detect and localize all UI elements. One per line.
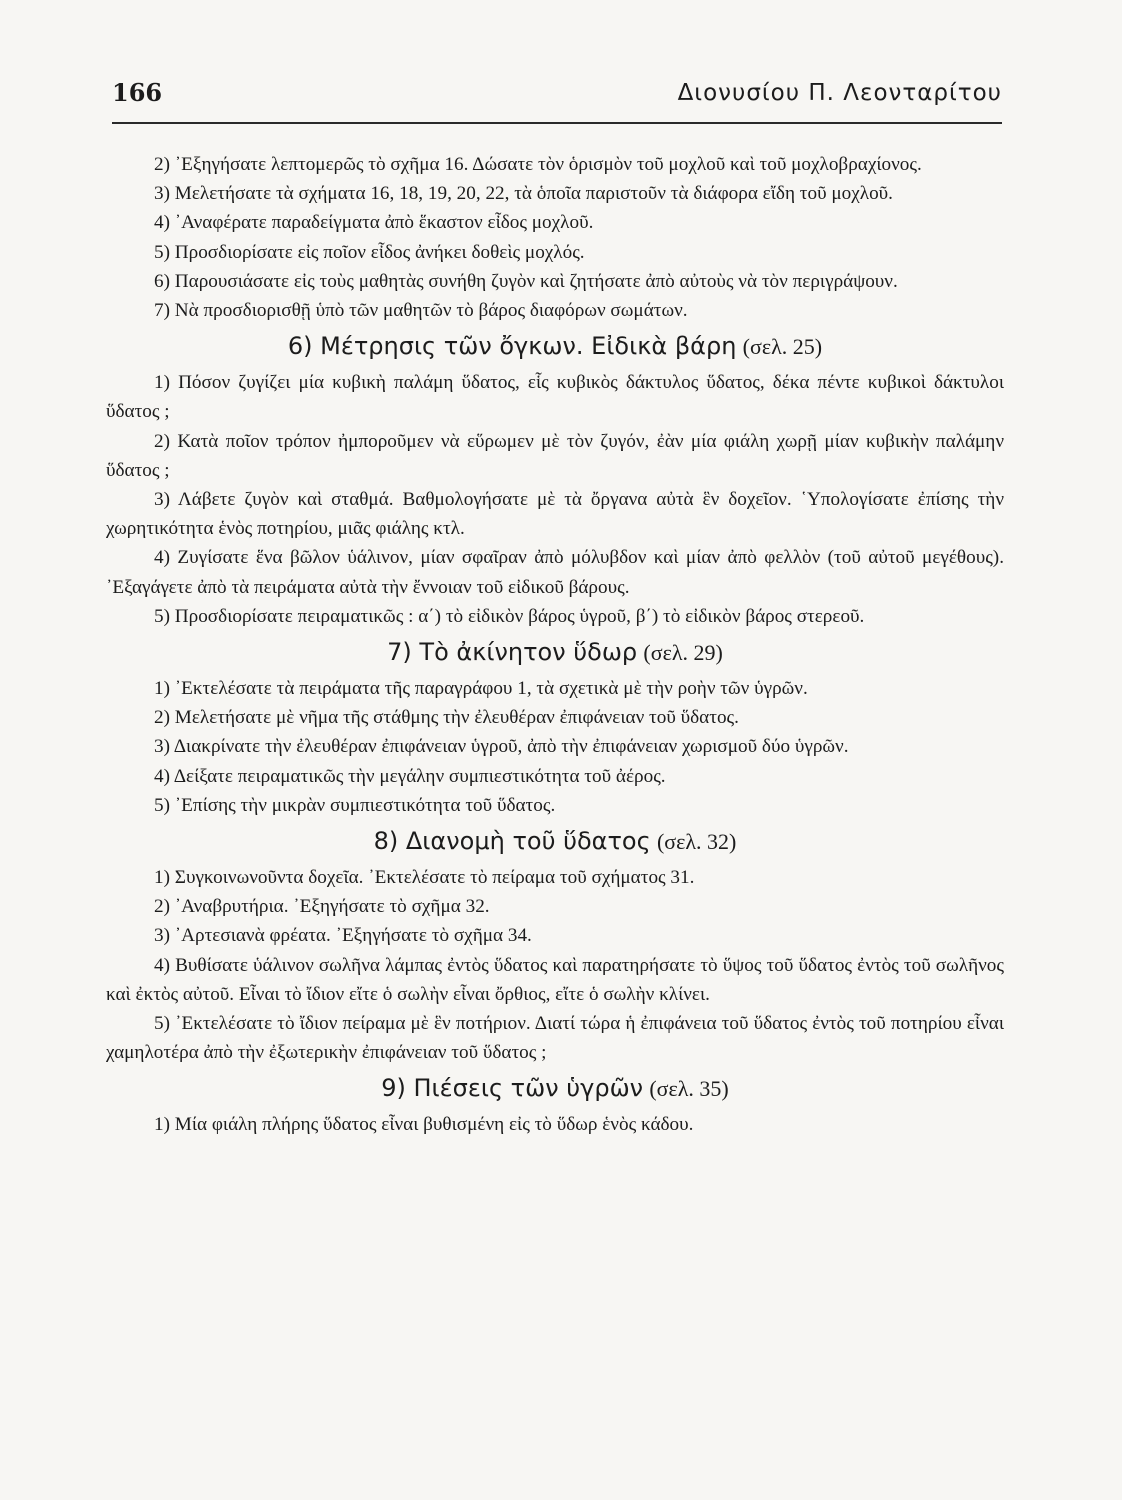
section-6-paragraph-1: 1) Πόσον ζυγίζει μία κυβικὴ παλάμη ὕδατος, εἷς κυβικὸς δάκτυλος ὕδατος, δέκα πέντε κυβικοὶ δάκτυλοι ὕδατος ; <box>106 372 1004 423</box>
section-page-ref: (σελ. 25) <box>742 334 823 360</box>
section-8-paragraph-5: 5) ᾿Εκτελέσατε τὸ ἴδιον πείραμα μὲ ἓν ποτήριον. Διατί τώρα ἡ ἐπιφάνεια τοῦ ὕδατος ἐντὸς τοῦ ποτηρίου εἶναι χαμηλοτέρα ἀπὸ τὴν ἐξωτερικὴν ἐπιφάνειαν τοῦ ὕδατος ; <box>106 1013 1004 1064</box>
section-title: 7) Τὸ ἀκίνητον ὕδωρ <box>387 638 638 667</box>
section-7-paragraph-5: 5) ᾿Επίσης τὴν μικρὰν συμπιεστικότητα τοῦ ὕδατος. <box>154 794 556 816</box>
section-6-paragraph-4: 4) Ζυγίσατε ἕνα βῶλον ὑάλινον, μίαν σφαῖραν ἀπὸ μόλυβδον καὶ μίαν ἀπὸ φελλὸν (τοῦ αὐτοῦ μεγέθους). ᾿Εξαγάγετε ἀπὸ τὰ πειράματα αὐτὰ τὴν ἔννοιαν τοῦ εἰδικοῦ βάρους. <box>106 547 1004 598</box>
section-8-paragraph-1: 1) Συγκοινωνοῦντα δοχεῖα. ᾿Εκτελέσατε τὸ πείραμα τοῦ σχήματος 31. <box>154 867 695 889</box>
section-title: 8) Διανομὴ τοῦ ὕδατος <box>373 827 651 856</box>
page-number: 166 <box>112 78 163 107</box>
page-body <box>106 150 1004 1140</box>
intro-paragraph-5: 5) Προσδιορίσατε εἰς ποῖον εἶδος ἀνήκει δοθεὶς μοχλός. <box>154 241 585 263</box>
page-header <box>112 78 1002 118</box>
section-8-paragraph-2: 2) ᾿Αναβρυτήρια. ᾿Εξηγήσατε τὸ σχῆμα 32. <box>154 896 490 918</box>
section-8-paragraph-3: 3) ᾿Αρτεσιανὰ φρέατα. ᾿Εξηγήσατε τὸ σχῆμα 34. <box>154 925 532 947</box>
section-title: 9) Πιέσεις τῶν ὑγρῶν <box>381 1074 644 1103</box>
header-rule <box>112 122 1002 124</box>
intro-paragraph-4: 4) ᾿Αναφέρατε παραδείγματα ἀπὸ ἕκαστον εἶδος μοχλοῦ. <box>154 212 594 234</box>
running-head: Διονυσίου Π. Λεονταρίτου <box>677 80 1002 106</box>
section-6-paragraph-3: 3) Λάβετε ζυγὸν καὶ σταθμά. Βαθμολογήσατε μὲ τὰ ὄργανα αὐτὰ ἓν δοχεῖον. ῾Υπολογίσατε ἐπίσης τὴν χωρητικότητα ἑνὸς ποτηρίου, μιᾶς φιάλης κτλ. <box>106 489 1004 540</box>
intro-paragraph-3: 3) Μελετήσατε τὰ σχήματα 16, 18, 19, 20, 22, τὰ ὁποῖα παριστοῦν τὰ διάφορα εἴδη τοῦ μοχλοῦ. <box>154 183 893 205</box>
section-heading-8 <box>106 824 1004 859</box>
section-page-ref: (σελ. 35) <box>649 1076 729 1102</box>
section-7-paragraph-4: 4) Δείξατε πειραματικῶς τὴν μεγάλην συμπιεστικότητα τοῦ ἀέρος. <box>154 765 666 787</box>
section-heading-7 <box>106 635 1004 670</box>
intro-paragraph-6: 6) Παρουσιάσατε εἰς τοὺς μαθητὰς συνήθη ζυγὸν καὶ ζητήσατε ἀπὸ αὐτοὺς νὰ τὸν περιγράψουν. <box>154 270 898 292</box>
section-6-paragraph-2: 2) Κατὰ ποῖον τρόπον ἠμποροῦμεν νὰ εὕρωμεν μὲ τὸν ζυγόν, ἐὰν μία φιάλη χωρῇ μίαν κυβικὴν παλάμην ὕδατος ; <box>106 430 1004 481</box>
section-7-paragraph-1: 1) ᾿Εκτελέσατε τὰ πειράματα τῆς παραγράφου 1, τὰ σχετικὰ μὲ τὴν ροὴν τῶν ὑγρῶν. <box>154 678 808 700</box>
section-heading-9 <box>106 1071 1004 1106</box>
section-9-paragraph-1: 1) Μία φιάλη πλήρης ὕδατος εἶναι βυθισμένη εἰς τὸ ὕδωρ ἑνὸς κάδου. <box>154 1114 694 1136</box>
section-7-paragraph-2: 2) Μελετήσατε μὲ νῆμα τῆς στάθμης τὴν ἐλευθέραν ἐπιφάνειαν τοῦ ὕδατος. <box>154 707 739 729</box>
section-page-ref: (σελ. 32) <box>656 829 737 855</box>
section-heading-6 <box>106 329 1004 364</box>
section-6-paragraph-5: 5) Προσδιορίσατε πειραματικῶς : α΄) τὸ εἰδικὸν βάρος ὑγροῦ, β΄) τὸ εἰδικὸν βάρος στερεοῦ. <box>154 605 865 627</box>
section-page-ref: (σελ. 29) <box>643 640 723 666</box>
section-8-paragraph-4: 4) Βυθίσατε ὑάλινον σωλῆνα λάμπας ἐντὸς ὕδατος καὶ παρατηρήσατε τὸ ὕψος τοῦ ὕδατος ἐντὸς τοῦ σωλῆνος καὶ ἐκτὸς αὐτοῦ. Εἶναι τὸ ἴδιον εἴτε ὁ σωλὴν εἶναι ὄρθιος, εἴτε ὁ σωλὴν κλίνει. <box>106 954 1004 1005</box>
section-title: 6) Μέτρησις τῶν ὄγκων. Εἰδικὰ βάρη <box>287 332 737 361</box>
intro-paragraph-2: 2) ᾿Εξηγήσατε λεπτομερῶς τὸ σχῆμα 16. Δώσατε τὸν ὁρισμὸν τοῦ μοχλοῦ καὶ τοῦ μοχλοβραχίονος. <box>154 154 922 175</box>
section-7-paragraph-3: 3) Διακρίνατε τὴν ἐλευθέραν ἐπιφάνειαν ὑγροῦ, ἀπὸ τὴν ἐπιφάνειαν χωρισμοῦ δύο ὑγρῶν. <box>154 736 849 758</box>
intro-paragraph-7: 7) Νὰ προσδιορισθῇ ὑπὸ τῶν μαθητῶν τὸ βάρος διαφόρων σωμάτων. <box>154 300 688 322</box>
